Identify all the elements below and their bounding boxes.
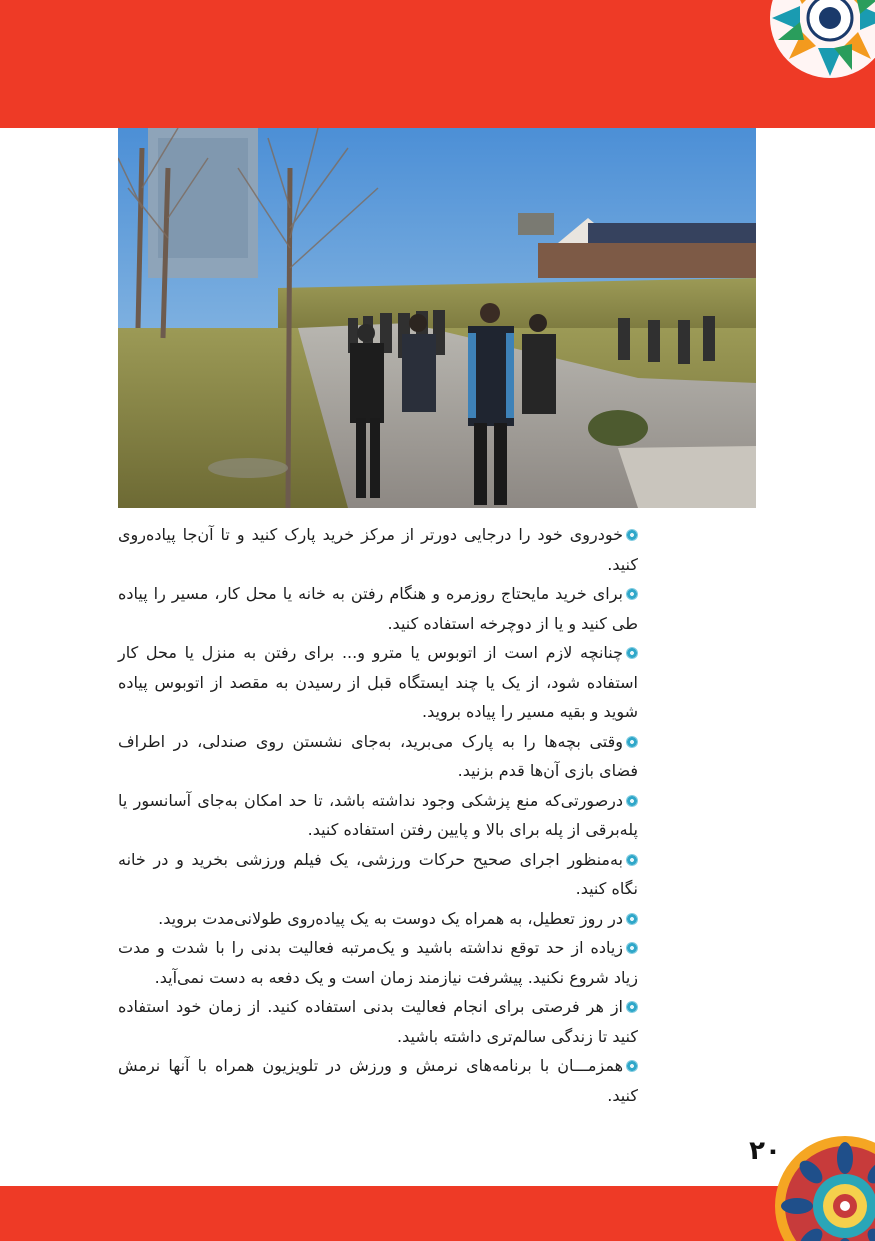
flower-bullet-icon <box>626 647 638 659</box>
tip-item: وقتی بچه‌ها را به پارک می‌برید، به‌جای نشستن روی صندلی، در اطراف فضای بازی آن‌ها قدم بزنید. <box>118 731 638 780</box>
tip-item: برای خرید مایحتاج روزمره و هنگام رفتن به خانه یا محل کار، مسیر را پیاده طی کنید و یا از دوچرخه استفاده کنید. <box>118 584 638 633</box>
bottom-footer-band <box>0 1186 875 1241</box>
flower-bullet-icon <box>626 854 638 866</box>
flower-bullet-icon <box>626 588 638 600</box>
tip-item: چنانچه لازم است از اتوبوس یا مترو و... برای رفتن به منزل یا محل کار استفاده شود، از یک یا چند ایستگاه قبل از رسیدن به مقصد از اتوبوس پیاده شوید و بقیه مسیر را پیاده بروید. <box>118 643 638 721</box>
tip-item: در روز تعطیل، به همراه یک دوست به یک پیاده‌روی طولانی‌مدت بروید. <box>118 904 638 934</box>
tip-item: به‌منظور اجرای صحیح حرکات ورزشی، یک فیلم ورزشی بخرید و در خانه نگاه کنید. <box>118 849 638 898</box>
flower-bullet-icon <box>626 529 638 541</box>
flower-bullet-icon <box>626 1001 638 1013</box>
photo-illustration <box>118 128 756 508</box>
flower-bullet-icon <box>626 736 638 748</box>
flower-bullet-icon <box>626 942 638 954</box>
tip-item: درصورتی‌که منع پزشکی وجود نداشته باشد، تا حد امکان به‌جای آسانسور یا پله‌برقی از پله برای بالا و پایین رفتن استفاده کنید. <box>118 790 638 839</box>
page-number: ۲۰ <box>749 1136 781 1166</box>
rosette-ornament-icon <box>735 0 875 118</box>
tip-item: از هر فرصتی برای انجام فعالیت بدنی استفاده کنید. از زمان خود استفاده کنید تا زندگی سالم‌تری داشته باشید. <box>118 997 638 1046</box>
tip-item: همزمـــان با برنامه‌های نرمش و ورزش در تلویزیون همراه با آنها نرمش کنید. <box>118 1056 638 1105</box>
flower-bullet-icon <box>626 1060 638 1072</box>
mandala-ornament-icon <box>745 1118 875 1241</box>
tips-list <box>118 520 638 1110</box>
flower-bullet-icon <box>626 795 638 807</box>
tip-item: خودروی خود را درجایی دورتر از مرکز خرید پارک کنید و تا آن‌جا پیاده‌روی کنید. <box>118 525 638 574</box>
tip-item: زیاده از حد توقع نداشته باشید و یک‌مرتبه فعالیت بدنی را با شدت و مدت زیاد شروع نکنید. پیشرفت نیازمند زمان است و یک دفعه به دست نمی‌آید. <box>118 938 638 987</box>
flower-bullet-icon <box>626 913 638 925</box>
park-walking-photo <box>118 128 756 508</box>
